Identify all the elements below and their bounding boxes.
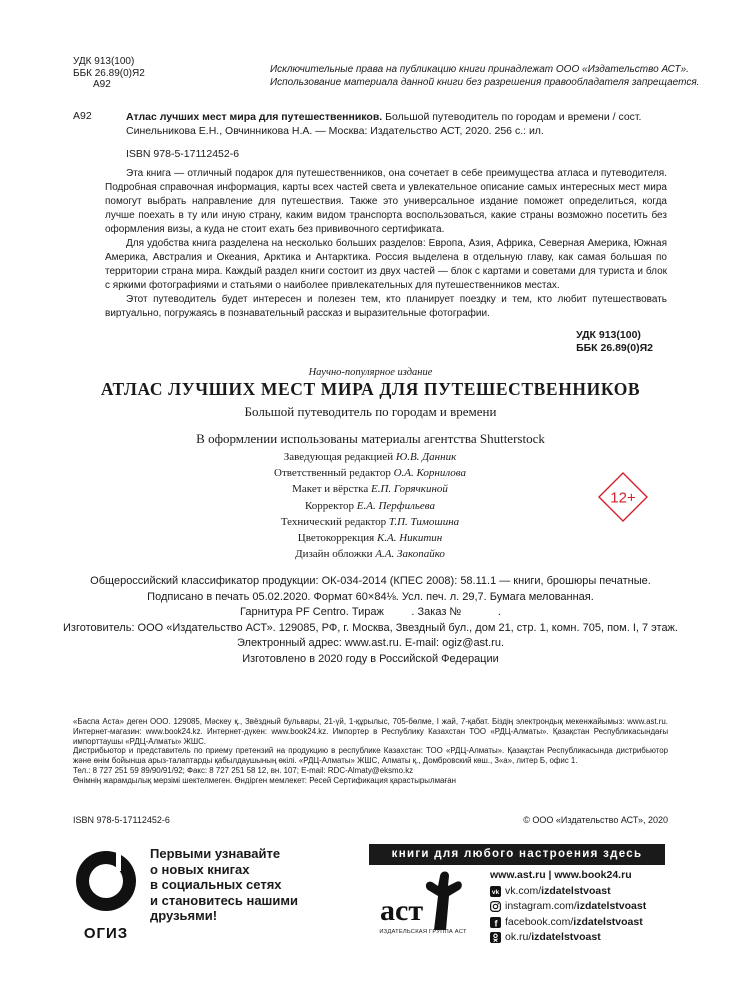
small-print-paragraph: Өнімнің жарамдылық мерзімі шектелмеген. Өндірген мемлекет: Ресей Сертификация қарастырылмаған xyxy=(73,775,457,785)
ogiz-logo xyxy=(71,843,141,943)
ast-logo xyxy=(378,868,468,938)
biblio-entry xyxy=(126,110,666,138)
annotation-paragraph-2: Для удобства книга разделена на несколько больших разделов: Европа, Азия, Африка, Северная Америка, Южная Америка, Австралия и Океания, Арктика и Антарктика. Россия выделена в отдельную главу, как самая большая по территории страна мира. Каждый раздел книги состоит из двух частей — блок с картами и советами для туриста и блок с яркими фотографиями и статьями о наиболее привлекательных для путешественников местах. xyxy=(105,238,667,291)
age-rating-badge xyxy=(597,471,649,523)
small-print-paragraph: «Баспа Аста» деген ООО. 129085, Мәскеу қ., Звёздный бульвары, 21-үй, 1-құрылыс, 705-бөлме, I жай, 7-қабат. Біздің электрондық мекенжайымыз: www.ast.ru. Интернет-магазин: www.book24.kz. Интернет-дүкен: www.book24.kz. Импортер в Республику Казахстан ТОО «РДЦ-Алматы». Қазақстан Республикасындағы импорттаушы «РДЦ-Алматы» ЖШС. xyxy=(73,717,668,746)
bbk-code: ББК 26.89(0)Я2 xyxy=(73,67,145,79)
book-title: АТЛАС ЛУЧШИХ МЕСТ МИРА ДЛЯ ПУТЕШЕСТВЕННИКОВ xyxy=(100,379,641,399)
promo-line: в социальных сетях xyxy=(150,877,282,892)
imprint-line: Электронный адрес: www.ast.ru. E-mail: ogiz@ast.ru. xyxy=(236,637,505,649)
books-banner: книги для любого настроения здесь xyxy=(369,844,665,865)
promo-line: друзьями! xyxy=(150,908,218,923)
promo-line: и становитесь нашими xyxy=(150,892,298,908)
udk-top-block xyxy=(73,56,145,91)
annotation-paragraph-1: Эта книга — отличный подарок для путешественников, она сочетает в себе преимущества атласа и путеводителя. Подробная справочная информация, карты всех частей света и увлекательное описание самых интересных мест мира помогут выбрать направление для путешествия. Также это универсальное издание поможет определиться, когда лучше поехать в ту или иную страну, каким видом транспорта воспользоваться, какие страны возможно посетить без оформления визы, а куда не стоит ехать без прививочного сертификата. xyxy=(105,168,667,235)
ogiz-logo-label: ОГИЗ xyxy=(83,925,129,942)
credit-line: Макет и вёрстка Е.П. Горячкиной xyxy=(292,483,448,496)
promo-line: о новых книгах xyxy=(150,861,250,877)
rights-line-1: Исключительные права на публикацию книги принадлежат ООО «Издательство АСТ». xyxy=(270,64,689,75)
credit-line: Заведующая редакцией Ю.В. Данник xyxy=(283,451,457,463)
biblio-isbn: ISBN 978-5-17112452-6 xyxy=(126,148,240,160)
materials-credit: В оформлении использованы материалы агентства Shutterstock xyxy=(196,431,545,446)
credit-line: Дизайн обложки А.А. Закопайко xyxy=(295,548,445,561)
imprint-line: Изготовитель: ООО «Издательство АСТ». 129085, РФ, г. Москва, Звездный бул., дом 21, стр. 1, комн. 705, пом. I, 7 этаж. xyxy=(63,621,678,634)
annotation-paragraph-3: Этот путеводитель будет интересен и полезен тем, кто планирует поездку и тем, кто любит путешествовать виртуально, погружаясь в познавательный рассказ и выразительные фотографии. xyxy=(105,294,667,319)
small-print-paragraph: Тел.: 8 727 251 59 89/90/91/92; Факс: 8 727 251 58 12, вн. 107; E-mail: RDC-Almaty@eksmo.kz xyxy=(73,765,414,775)
imprint-block xyxy=(0,574,741,667)
udk-code: УДК 913(100) xyxy=(73,56,135,67)
imprint-line: Изготовлено в 2020 году в Российской Федерации xyxy=(242,652,499,665)
svg-text:vk: vk xyxy=(491,888,500,896)
ast-group-label: ИЗДАТЕЛЬСКАЯ ГРУППА АСТ xyxy=(379,929,467,935)
biblio-code: А92 xyxy=(73,110,92,122)
footer-copyright: © ООО «Издательство АСТ», 2020 xyxy=(523,815,668,825)
odnoklassniki-icon xyxy=(490,932,501,943)
svg-text:f: f xyxy=(494,918,498,928)
small-print xyxy=(73,717,668,786)
credit-line: Корректор Е.А. Перфильева xyxy=(304,499,435,512)
udk-code-bottom: УДК 913(100) xyxy=(576,329,641,341)
small-print-paragraph: Дистрибьютор и представитель по приему претензий на продукцию в республике Казахстан: ТОО «РДЦ-Алматы». Қазақстан Республикасында дистрибьютор және өнім бойынша арыз-талаптарды қабылдаушының өкілі. «РДЦ-Алматы» ЖШС, Алматы қ., Домбровский көш., 3«а», литер Б, офис 1. xyxy=(73,746,668,766)
facebook-icon xyxy=(490,917,501,928)
social-link-odnoklassniki[interactable]: ok.ru/ izdatelstvoast xyxy=(490,930,646,946)
footer-isbn: ISBN 978-5-17112452-6 xyxy=(73,815,170,825)
credit-line: Ответственный редактор О.А. Корнилова xyxy=(274,467,466,480)
imprint-line: Общероссийский классификатор продукции: ОК-034-2014 (КПЕС 2008): 58.11.1 — книги, брошюры печатные. xyxy=(90,575,651,587)
imprint-line: Подписано в печать 05.02.2020. Формат 60×84⅛. Усл. печ. л. 29,7. Бумага мелованная. xyxy=(147,590,594,603)
promo-line: Первыми узнавайте xyxy=(150,846,281,861)
biblio-title: Атлас лучших мест мира для путешественников. xyxy=(126,111,383,123)
credit-line: Цветокоррекция К.А. Никитин xyxy=(297,532,443,545)
author-mark: А92 xyxy=(93,79,111,90)
ast-logo-figure xyxy=(426,872,462,931)
social-link-vk[interactable]: vk vk.com/ izdatelstvoast xyxy=(491,884,611,897)
ast-logo-letters: аст xyxy=(380,894,424,927)
social-link-facebook[interactable]: f facebook.com/ izdatelstvoast xyxy=(490,915,646,931)
credit-line: Технический редактор Т.П. Тимошина xyxy=(280,515,460,528)
website-links[interactable]: www.ast.ru | www.book24.ru xyxy=(490,869,632,881)
social-link-instagram[interactable]: instagram.com/ izdatelstvoast xyxy=(490,899,646,915)
bbk-code-bottom: ББК 26.89(0)Я2 xyxy=(576,341,653,354)
instagram-icon xyxy=(490,901,501,912)
annotation xyxy=(105,167,667,321)
imprint-line: Гарнитура PF Centro. Тираж . Заказ № . xyxy=(240,606,501,618)
age-rating-label: 12+ xyxy=(610,489,636,507)
credits-list xyxy=(220,449,520,562)
udk-bottom-block xyxy=(576,329,653,354)
rights-notice xyxy=(270,64,700,89)
book-subtitle: Большой путеводитель по городам и времени xyxy=(244,404,497,419)
vk-icon xyxy=(490,886,501,897)
rights-line-2: Использование материала данной книги без разрешения правообладателя запрещается. xyxy=(270,76,700,88)
biblio-rest: Большой путеводитель по городам и времени / сост. Синельникова Е.Н., Овчинникова Н.А. — Москва: Издательство АСТ, 2020. 256 с.: ил. xyxy=(126,111,642,137)
promo-text xyxy=(150,846,298,924)
contact-links xyxy=(490,868,646,946)
edition-type: Научно-популярное издание xyxy=(308,367,433,378)
